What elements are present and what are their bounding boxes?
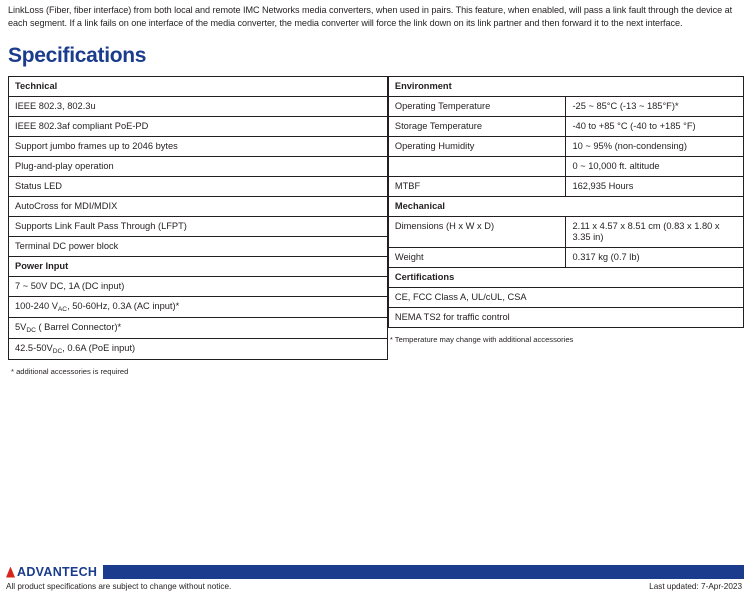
technical-specs-table (8, 76, 388, 360)
advantech-logo-icon (6, 567, 15, 578)
spec-label: Dimensions (H x W x D) (388, 217, 566, 248)
table-row (388, 308, 743, 328)
spec-cell: CE, FCC Class A, UL/cUL, CSA (388, 288, 743, 308)
footer-note (0, 579, 750, 595)
table-row (9, 237, 388, 257)
spec-value: 0 ~ 10,000 ft. altitude (566, 157, 744, 177)
spec-cell: Plug-and-play operation (9, 157, 388, 177)
spec-cell: AutoCross for MDI/MDIX (9, 197, 388, 217)
spec-value: -40 to +85 °C (-40 to +185 °F) (566, 117, 744, 137)
spec-value: -25 ~ 85°C (-13 ~ 185°F)* (566, 97, 744, 117)
spec-label: Storage Temperature (388, 117, 566, 137)
table-row (388, 77, 743, 97)
footer-disclaimer: All product specifications are subject to change without notice. (6, 582, 232, 591)
document-page (0, 4, 750, 595)
table-row (388, 197, 743, 217)
group-header: Technical (9, 77, 388, 97)
group-header: Mechanical (388, 197, 743, 217)
table-row (9, 177, 388, 197)
spec-cell: 7 ~ 50V DC, 1A (DC input) (9, 277, 388, 297)
footer-bar (6, 565, 744, 579)
spec-label (388, 157, 566, 177)
spec-label: Weight (388, 248, 566, 268)
group-header: Environment (388, 77, 743, 97)
spec-cell: NEMA TS2 for traffic control (388, 308, 743, 328)
group-header: Power Input (9, 257, 388, 277)
right-column (388, 76, 744, 344)
table-row (9, 297, 388, 318)
table-row (9, 318, 388, 339)
table-row (9, 339, 388, 360)
spec-cell: IEEE 802.3, 802.3u (9, 97, 388, 117)
intro-paragraph (8, 4, 742, 30)
spec-cell: Supports Link Fault Pass Through (LFPT) (9, 217, 388, 237)
spec-cell: Support jumbo frames up to 2046 bytes (9, 137, 388, 157)
table-row (388, 97, 743, 117)
spec-columns (6, 76, 744, 376)
table-row (388, 157, 743, 177)
spec-cell: Status LED (9, 177, 388, 197)
spec-label: MTBF (388, 177, 566, 197)
table-row (9, 137, 388, 157)
spec-cell-poe-input: $42.5-50V_{DC}$, 0.6A (PoE input) (9, 339, 388, 360)
spec-value: 0.317 kg (0.7 lb) (566, 248, 744, 268)
group-header: Certifications (388, 268, 743, 288)
spec-value: 162,935 Hours (566, 177, 744, 197)
spec-value: 10 ~ 95% (non-condensing) (566, 137, 744, 157)
table-row (9, 257, 388, 277)
environment-specs-table (388, 76, 744, 328)
table-row (9, 77, 388, 97)
table-row (9, 217, 388, 237)
footer-last-updated: Last updated: 7-Apr-2023 (649, 582, 742, 591)
spec-label: Operating Temperature (388, 97, 566, 117)
advantech-logo-text: ADVANTECH (17, 565, 98, 579)
spec-label: Operating Humidity (388, 137, 566, 157)
table-row (9, 277, 388, 297)
spec-cell-ac-input: 100-240 $V_{AC}$, 50-60Hz, 0.3A (AC input)* (9, 297, 388, 318)
table-row (9, 197, 388, 217)
left-column (6, 76, 388, 376)
table-row (388, 288, 743, 308)
table-row (9, 97, 388, 117)
page-title: Specifications (8, 44, 147, 67)
table-row (388, 117, 743, 137)
spec-cell: Terminal DC power block (9, 237, 388, 257)
table-row (9, 117, 388, 137)
spec-value: 2.11 x 4.57 x 8.51 cm (0.83 x 1.80 x 3.35 in) (566, 217, 744, 248)
table-row (388, 268, 743, 288)
right-footnote: * Temperature may change with additional accessories (389, 335, 574, 344)
table-row (9, 157, 388, 177)
advantech-logo (6, 565, 103, 579)
table-row (388, 217, 743, 248)
table-row (388, 177, 743, 197)
table-row (388, 137, 743, 157)
spec-cell-barrel: $5V_{DC}$ ( Barrel Connector)* (9, 318, 388, 339)
table-row (388, 248, 743, 268)
intro-text: LinkLoss (Fiber, fiber interface) from both local and remote IMC Networks media converters, when used in pairs. This feature, when enabled, will pass a link fault through the device at each segment. If a link fails on one interface of the media converter, the media converter will force the link down on its link partner and then forward it to the next interface. (8, 5, 733, 28)
spec-cell: IEEE 802.3af compliant PoE-PD (9, 117, 388, 137)
left-footnote: * additional accessories is required (11, 367, 129, 376)
